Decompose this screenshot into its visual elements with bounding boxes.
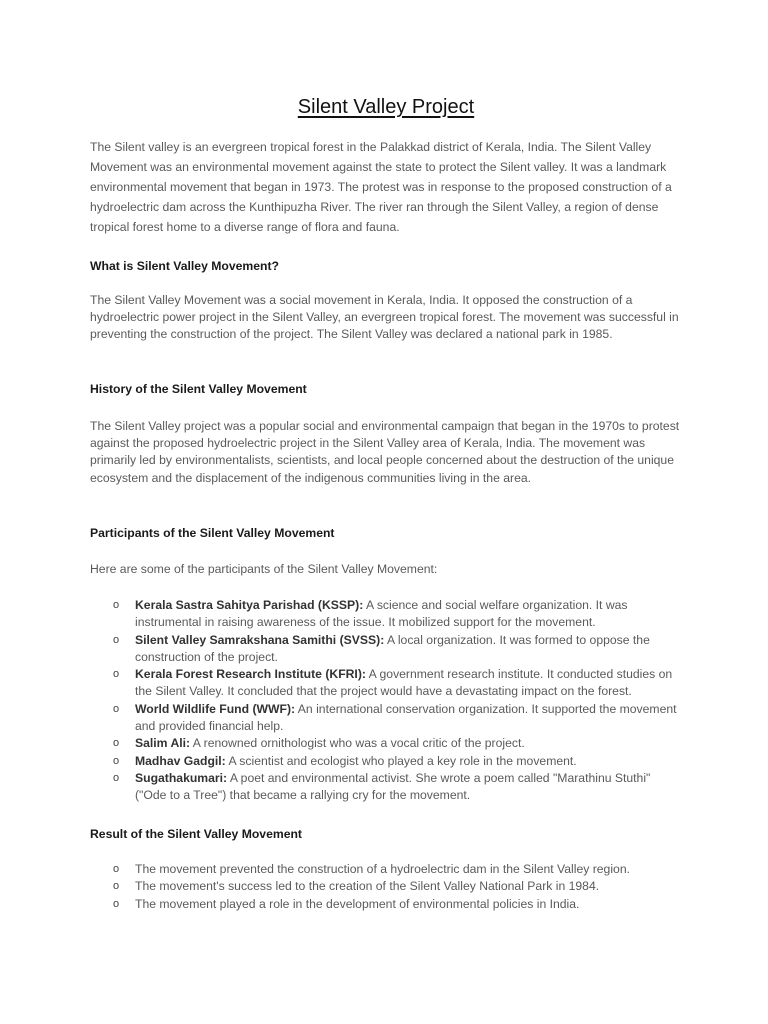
bullet-icon: o (113, 702, 120, 715)
intro-paragraph: The Silent valley is an evergreen tropical forest in the Palakkad district of Kerala, India. The Silent Valley Movement was an environmental movement against the state to protect the Silent valley. It was a landmark environmental movement that began in 1973. The protest was in response to the proposed construction of a hydroelectric dam across the Kunthipuzha River. The river ran through the Silent Valley, a region of dense tropical forest home to a diverse range of flora and fauna. (90, 140, 672, 234)
bullet-icon: o (113, 754, 120, 767)
participant-description: A government research institute. It conducted studies on the Silent Valley. It concluded that the project would have a devastating impact on the forest. (135, 667, 673, 699)
bullet-icon: o (113, 737, 120, 750)
participant-name: Kerala Forest Research Institute (KFRI): (135, 667, 366, 682)
participant-name: Salim Ali: (135, 736, 191, 751)
participant-description: A renowned ornithologist who was a vocal critic of the project. (190, 736, 525, 751)
bullet-icon: o (113, 897, 120, 910)
bullet-icon: o (113, 771, 120, 784)
section-heading-what-is: What is Silent Valley Movement? (90, 259, 279, 273)
list-item (90, 896, 682, 913)
participant-name: Madhav Gadgil: (135, 753, 226, 768)
participant-name: Silent Valley Samrakshana Samithi (SVSS): (135, 632, 385, 647)
participant-description: An international conservation organization. It supported the movement and provided financial help. (135, 701, 677, 734)
section-heading-participants: Participants of the Silent Valley Movement (90, 526, 335, 540)
list-item (90, 770, 682, 805)
section-body-participants: Here are some of the participants of the Silent Valley Movement: (90, 562, 438, 576)
list-item (90, 597, 682, 632)
participant-description: A science and social welfare organization. It was instrumental in raising awareness of the issue. It mobilized support for the movement. (135, 598, 628, 630)
participant-name: World Wildlife Fund (WWF): (135, 701, 296, 716)
bullet-icon: o (113, 863, 120, 875)
results-list (90, 861, 682, 913)
list-item (90, 753, 682, 770)
list-item (90, 666, 682, 701)
list-item (90, 735, 682, 752)
participant-description: A scientist and ecologist who played a key role in the movement. (225, 753, 577, 768)
bullet-icon: o (113, 633, 120, 646)
section-heading-result: Result of the Silent Valley Movement (90, 827, 302, 841)
result-text: The movement prevented the construction of a hydroelectric dam in the Silent Valley region. (135, 862, 630, 876)
participant-description: A poet and environmental activist. She wrote a poem called "Marathinu Stuthi" ("Ode to a Tree") that became a rallying cry for the movement. (135, 770, 651, 803)
bullet-icon: o (113, 599, 120, 611)
participant-description: A local organization. It was formed to oppose the construction of the project. (135, 632, 650, 664)
document-title: Silent Valley Project (297, 96, 475, 118)
list-item (90, 632, 682, 667)
section-body-what-is: The Silent Valley Movement was a social movement in Kerala, India. It opposed the construction of a hydroelectric power project in the Silent Valley, an evergreen tropical forest. The movement was successful in preventing the construction of the project. The Silent Valley was declared a national park in 1985. (90, 293, 679, 342)
participant-name: Sugathakumari: (135, 770, 228, 785)
bullet-icon: o (113, 668, 120, 681)
result-text: The movement played a role in the development of environmental policies in India. (135, 896, 580, 911)
section-body-history: The Silent Valley project was a popular social and environmental campaign that began in the 1970s to protest against the proposed hydroelectric project in the Silent Valley area of Kerala, India. The movement was primarily led by environmentalists, scientists, and local people concerned about the destruction of the unique ecosystem and the displacement of the indigenous communities living in the area. (90, 419, 680, 485)
participants-list (90, 597, 682, 805)
result-text: The movement's success led to the creation of the Silent Valley National Park in 1984. (135, 879, 600, 894)
bullet-icon: o (113, 880, 120, 893)
section-heading-history: History of the Silent Valley Movement (90, 382, 307, 396)
list-item (90, 701, 682, 736)
participant-name: Kerala Sastra Sahitya Parishad (KSSP): (135, 598, 364, 612)
list-item (90, 878, 682, 895)
list-item (90, 861, 682, 878)
